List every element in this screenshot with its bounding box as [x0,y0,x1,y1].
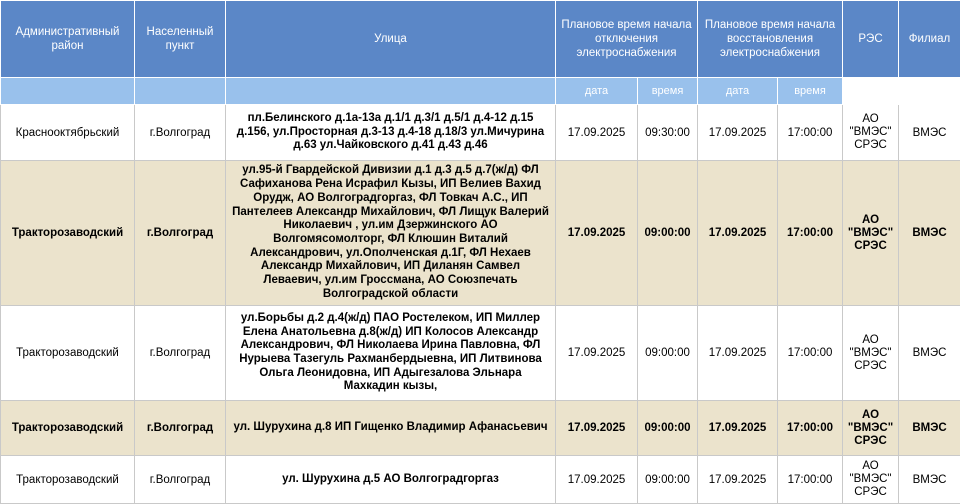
branch-cell: ВМЭС [899,401,960,456]
on-time-cell: 17:00:00 [778,105,843,161]
off-date-cell: 17.09.2025 [556,456,638,504]
subheader-blank [899,78,960,105]
res-cell: АО "ВМЭС" СРЭС [843,161,899,306]
subheader-row [1,78,960,105]
on-time-cell: 17:00:00 [778,456,843,504]
table-row [1,306,960,401]
off-date-cell: 17.09.2025 [556,161,638,306]
res-cell: АО "ВМЭС" СРЭС [843,401,899,456]
off-time-cell: 09:00:00 [638,456,698,504]
on-time-cell: 17:00:00 [778,161,843,306]
subheader-blank [1,78,135,105]
on-date-cell: 17.09.2025 [698,401,778,456]
off-time-cell: 09:00:00 [638,401,698,456]
street-cell: ул.95-й Гвардейской Дивизии д.1 д.3 д.5 д.7(ж/д) ФЛ Сафиханова Рена Исрафил Кызы, ИП Велиев Вахид Орудж, АО Волгоградгоргаз, ФЛ Товкач А.С., ИП Пантелеев Александр Михайлович, ФЛ Лищук Валерий Николаевич , ул.им Дзержинского АО Волгомясомолторг, ФЛ Клюшин Виталий Александрович, ул.Ополченская д.1Г, ФЛ Нехаев Александр Михайлович, ИП Диланян Самвел Леваевич, ул.им Гроссмана, АО Союзпечать Волгоградской области [226,161,556,306]
subheader-off-time: время [638,78,698,105]
street-cell: ул.Борьбы д.2 д.4(ж/д) ПАО Ростелеком, ИП Миллер Елена Анатольевна д.8(ж/д) ИП Колосов Александр Александрович, ФЛ Николаева Ирина Павловна, ФЛ Нурыева Тазегуль Рахманбердыевна, ИП Литвинова Ольга Леонидовна, ИП Адыгезалова Эльнара Махкадин кызы, [226,306,556,401]
subheader-on-time: время [778,78,843,105]
settlement-cell: г.Волгоград [135,105,226,161]
off-date-cell: 17.09.2025 [556,306,638,401]
on-time-cell: 17:00:00 [778,306,843,401]
off-time-cell: 09:00:00 [638,161,698,306]
settlement-cell: г.Волгоград [135,161,226,306]
table-row [1,456,960,504]
street-cell: ул. Шурухина д.5 АО Волгоградгоргаз [226,456,556,504]
on-date-cell: 17.09.2025 [698,161,778,306]
header-street: Улица [226,1,556,78]
on-time-cell: 17:00:00 [778,401,843,456]
off-time-cell: 09:30:00 [638,105,698,161]
header-on-time: Плановое время начала восстановления электроснабжения [698,1,843,78]
res-cell: АО "ВМЭС" СРЭС [843,306,899,401]
header-branch: Филиал [899,1,960,78]
on-date-cell: 17.09.2025 [698,306,778,401]
branch-cell: ВМЭС [899,306,960,401]
off-date-cell: 17.09.2025 [556,105,638,161]
header-district: Административный район [1,1,135,78]
off-time-cell: 09:00:00 [638,306,698,401]
settlement-cell: г.Волгоград [135,456,226,504]
header-res: РЭС [843,1,899,78]
header-row [1,1,960,78]
settlement-cell: г.Волгоград [135,306,226,401]
settlement-cell: г.Волгоград [135,401,226,456]
subheader-blank [843,78,899,105]
subheader-blank [226,78,556,105]
district-cell: Тракторозаводский [1,161,135,306]
on-date-cell: 17.09.2025 [698,105,778,161]
street-cell: ул. Шурухина д.8 ИП Гищенко Владимир Афанасьевич [226,401,556,456]
subheader-blank [135,78,226,105]
header-off-time: Плановое время начала отключения электроснабжения [556,1,698,78]
subheader-off-date: дата [556,78,638,105]
branch-cell: ВМЭС [899,105,960,161]
district-cell: Краснооктябрьский [1,105,135,161]
res-cell: АО "ВМЭС" СРЭС [843,456,899,504]
table-row [1,401,960,456]
off-date-cell: 17.09.2025 [556,401,638,456]
street-cell: пл.Белинского д.1а-13а д.1/1 д.3/1 д.5/1 д.4-12 д.15 д.156, ул.Просторная д.3-13 д.4-18 д.18/3 ул.Мичурина д.63 ул.Чайковского д.41 д.43 д.46 [226,105,556,161]
district-cell: Тракторозаводский [1,456,135,504]
table-row [1,105,960,161]
subheader-on-date: дата [698,78,778,105]
district-cell: Тракторозаводский [1,306,135,401]
branch-cell: ВМЭС [899,456,960,504]
on-date-cell: 17.09.2025 [698,456,778,504]
header-settlement: Населенный пункт [135,1,226,78]
branch-cell: ВМЭС [899,161,960,306]
table-row [1,161,960,306]
res-cell: АО "ВМЭС" СРЭС [843,105,899,161]
district-cell: Тракторозаводский [1,401,135,456]
